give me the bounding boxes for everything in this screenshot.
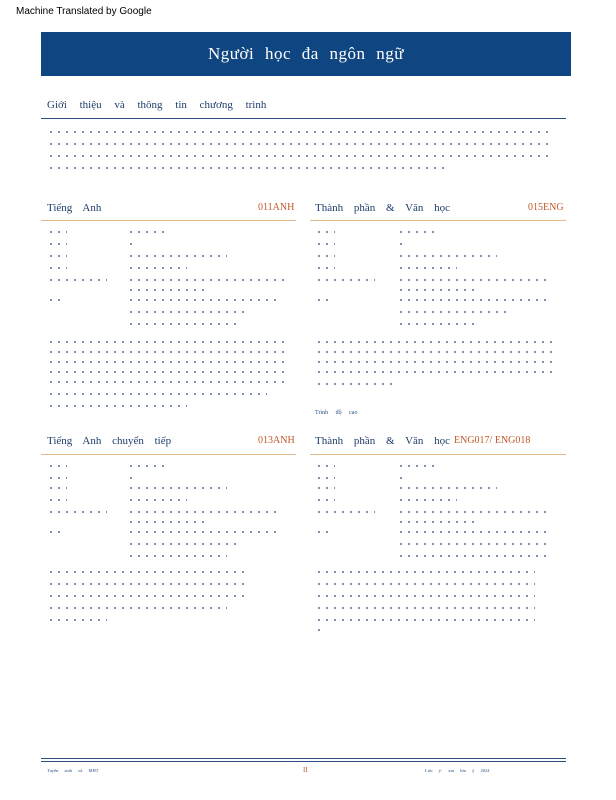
footer-rule-top <box>41 758 566 759</box>
course-code-english: 011ANH <box>258 202 295 213</box>
intro-rule <box>41 118 566 119</box>
footer-rule-bottom <box>41 761 566 762</box>
page-number: II <box>303 766 308 774</box>
course-title-english: Tiếng Anh <box>47 202 102 214</box>
course-title-transition: Tiếng Anh chuyển tiếp <box>47 435 172 447</box>
course-code-composition: 015ENG <box>528 202 564 213</box>
banner-title: Người học đa ngôn ngữ <box>207 44 404 63</box>
course-title-composition-2: Thành phần & Văn học <box>315 435 451 447</box>
course-rule <box>41 220 296 221</box>
footer-right: Lưu ý: xin lưu ý 2024 <box>425 768 490 773</box>
intro-text-line <box>47 154 552 158</box>
page-banner <box>41 32 571 76</box>
intro-text-line <box>47 130 552 134</box>
intro-text-line <box>47 142 552 146</box>
course-rule <box>41 454 296 455</box>
course-rule <box>310 220 566 221</box>
intro-text-line <box>47 166 447 170</box>
course-code-composition-2: ENG017/ ENG018 <box>454 435 531 446</box>
course-title-composition: Thành phần & Văn học <box>315 202 451 214</box>
footer-left: Tuyến sinh và MHT <box>47 768 99 773</box>
intro-section-title: Giới thiệu và thông tin chương trình <box>47 99 267 111</box>
advanced-level-note: Trình độ cao <box>315 410 358 416</box>
course-rule <box>310 454 566 455</box>
machine-translated-label: Machine Translated by Google <box>16 6 152 17</box>
course-code-transition: 013ANH <box>258 435 295 446</box>
